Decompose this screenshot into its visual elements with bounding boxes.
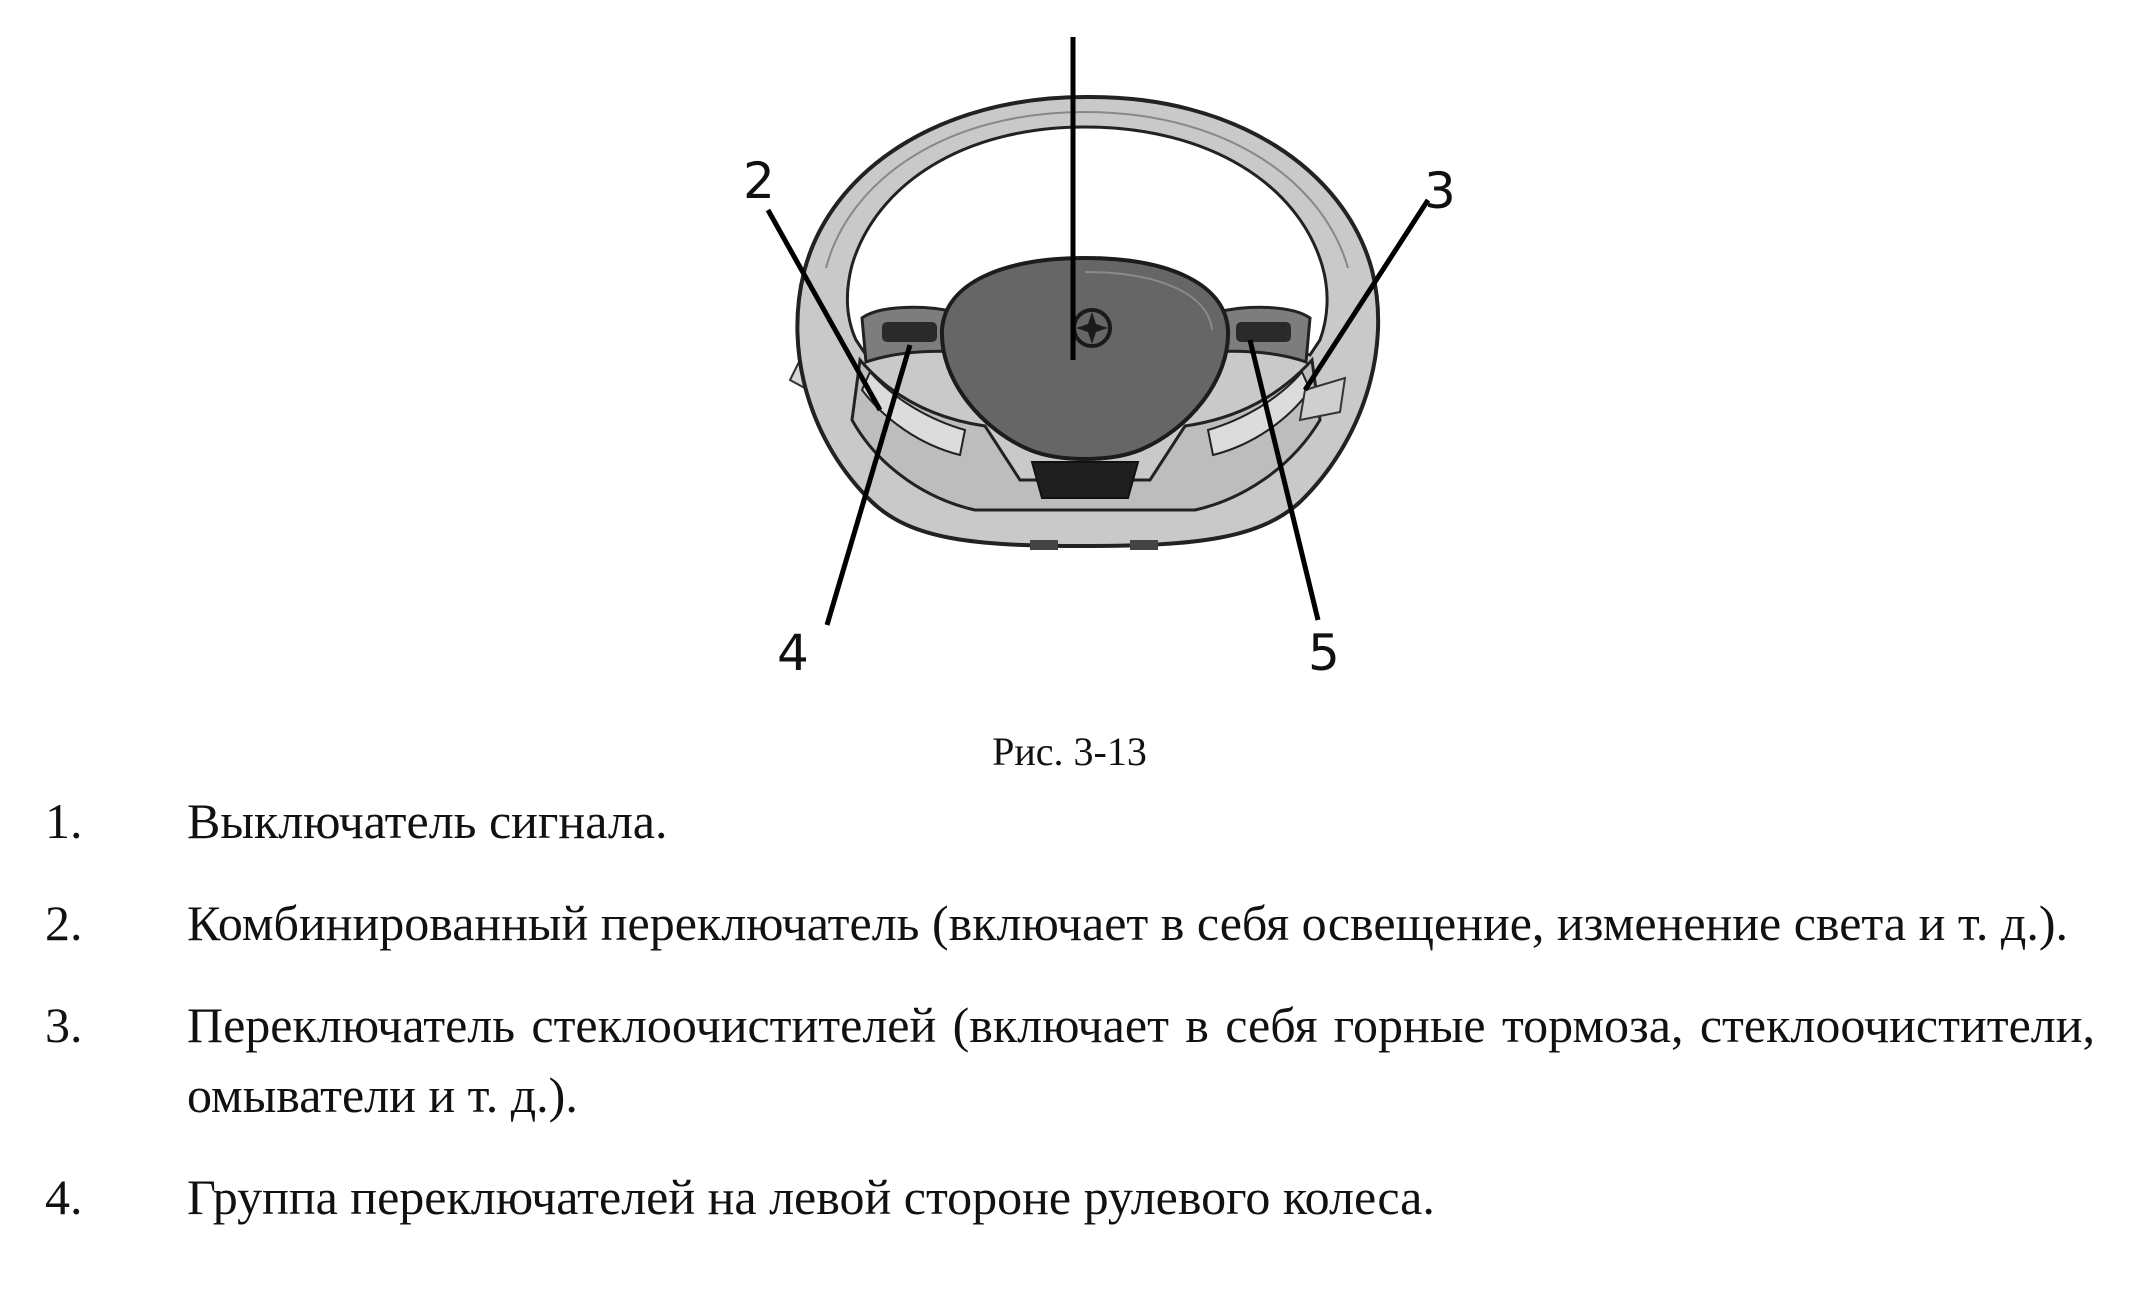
legend-item-number: 2.	[45, 895, 83, 951]
steering-wheel-illustration	[790, 97, 1378, 550]
legend-item-text: Переключатель стеклоочистителей (включает в себя горные тормоза, стеклоочистители, омыватели и т. д.).	[187, 997, 2095, 1123]
callout-number-5: 5	[1308, 624, 1340, 682]
callout-number-4: 4	[777, 624, 809, 682]
legend-item-number: 3.	[45, 997, 83, 1053]
legend-item	[45, 888, 2095, 958]
legend-item	[45, 990, 2095, 1130]
legend-item-text: Группа переключателей на левой стороне рулевого колеса.	[187, 1169, 1435, 1225]
legend-item	[45, 1162, 2095, 1232]
callout-number-2: 2	[743, 152, 775, 210]
legend-item-text: Выключатель сигнала.	[187, 793, 668, 849]
callout-number-3: 3	[1424, 162, 1456, 220]
legend-list	[45, 786, 2095, 1264]
figure-caption: Рис. 3-13	[992, 729, 1147, 774]
legend-item-text: Комбинированный переключатель (включает в себя освещение, изменение света и т. д.).	[187, 895, 2069, 951]
legend-item-number: 1.	[45, 793, 83, 849]
legend-item	[45, 786, 2095, 856]
legend-item-number: 4.	[45, 1169, 83, 1225]
